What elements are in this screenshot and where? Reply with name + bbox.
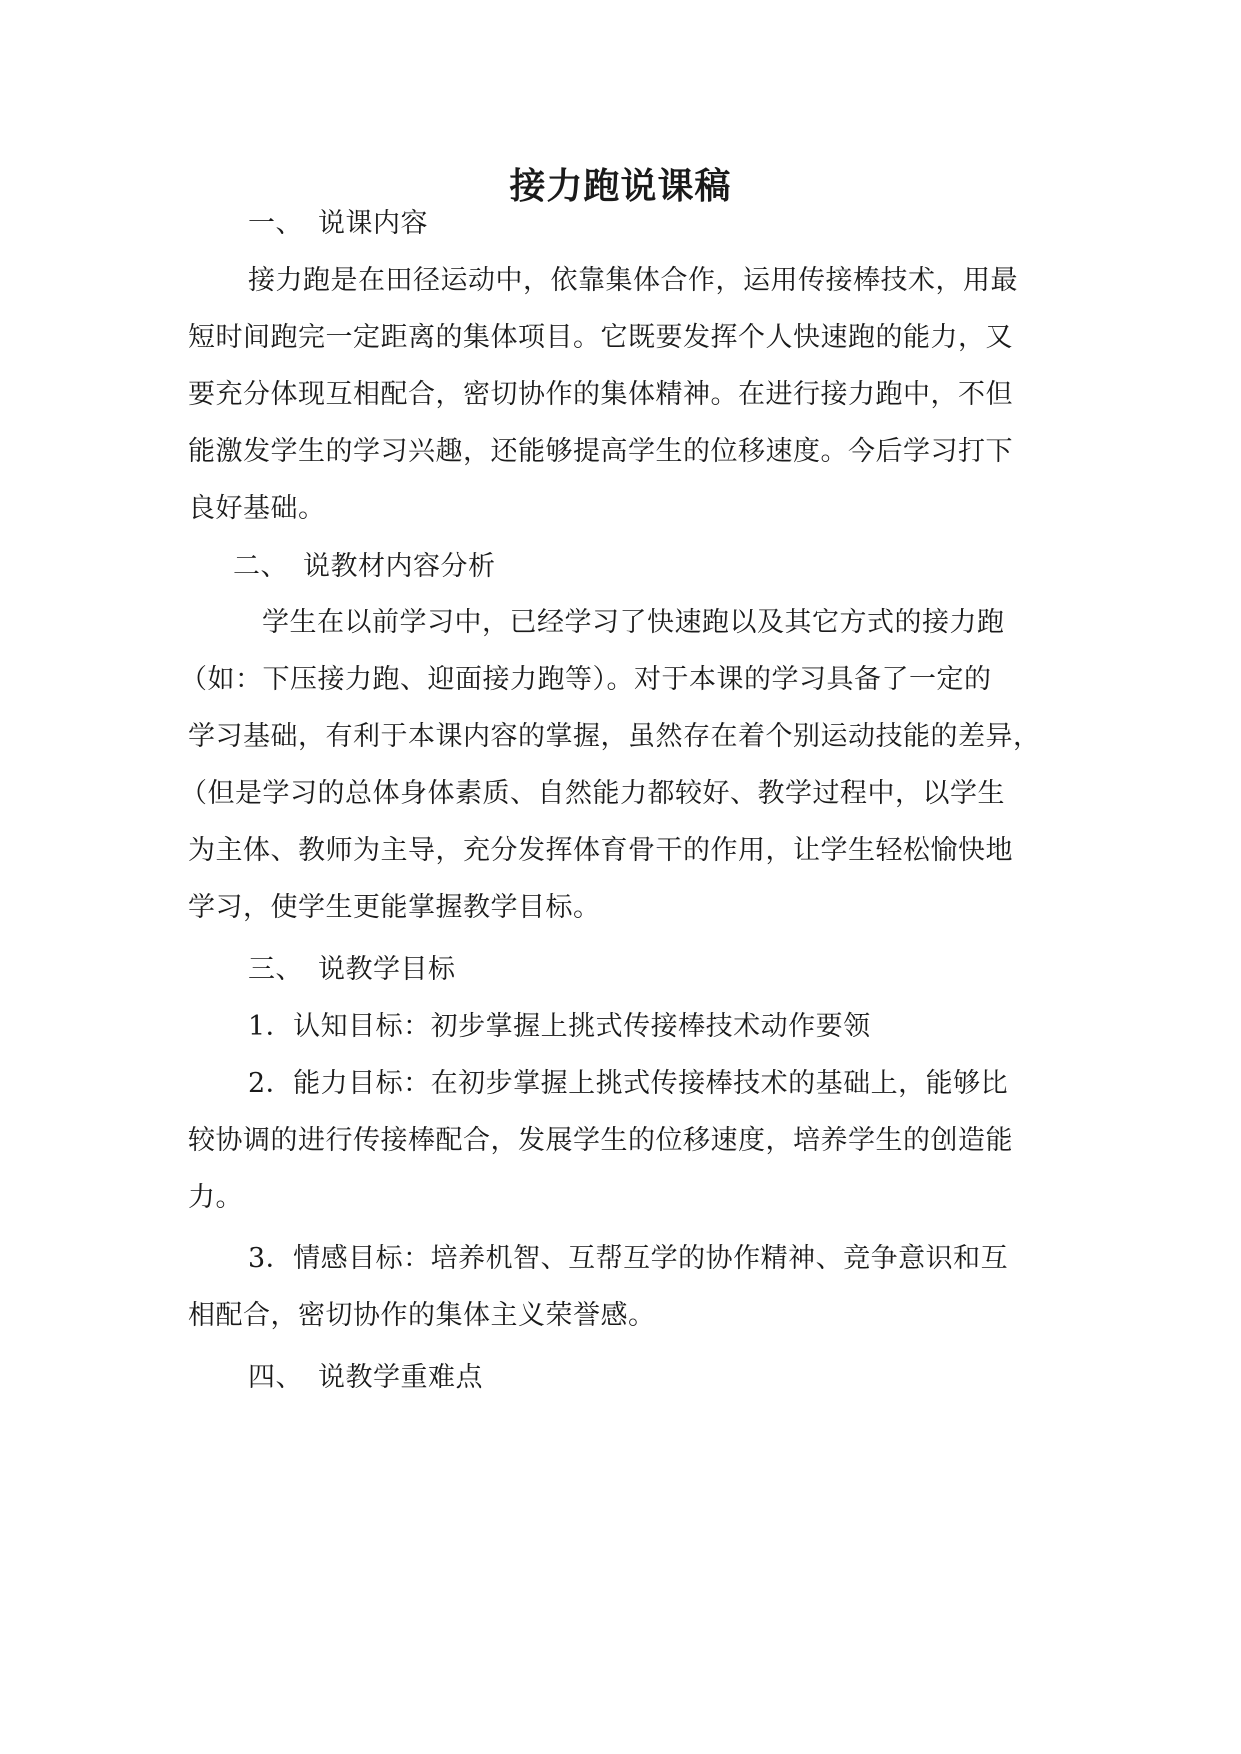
goal-line: 3．情感目标：培养机智、互帮互学的协作精神、竞争意识和互 — [248, 1243, 1009, 1274]
section-number: 三、 — [248, 954, 303, 985]
goal-line: 2．能力目标：在初步掌握上挑式传接棒技术的基础上，能够比 — [248, 1068, 1009, 1099]
page-title: 接力跑说课稿 — [509, 165, 732, 207]
section-number: 四、 — [248, 1362, 303, 1393]
paragraph-line: 学习，使学生更能掌握教学目标。 — [188, 892, 601, 923]
paragraph-line: 短时间跑完一定距离的集体项目。它既要发挥个人快速跑的能力，又 — [188, 322, 1013, 353]
paragraph-line: 学习基础，有利于本课内容的掌握，虽然存在着个别运动技能的差异， — [188, 721, 1041, 752]
paragraph-line: 良好基础。 — [188, 493, 326, 524]
paragraph-line: 能激发学生的学习兴趣，还能够提高学生的位移速度。今后学习打下 — [188, 436, 1013, 467]
paragraph-line: 为主体、教师为主导，充分发挥体育骨干的作用，让学生轻松愉快地 — [188, 835, 1013, 866]
paragraph-line: （如：下压接力跑、迎面接力跑等）。对于本课的学习具备了一定的 — [180, 664, 992, 695]
goal-line: 力。 — [188, 1182, 243, 1213]
paragraph-line: 接力跑是在田径运动中，依靠集体合作，运用传接棒技术，用最 — [248, 265, 1018, 296]
section-heading-2 — [233, 549, 1103, 585]
goal-line: 较协调的进行传接棒配合，发展学生的位移速度，培养学生的创造能 — [188, 1125, 1013, 1156]
section-number: 一、 — [248, 208, 303, 239]
section-title: 说教学重难点 — [318, 1362, 483, 1393]
section-number: 二、 — [233, 551, 288, 582]
section-title: 说教学目标 — [318, 954, 456, 985]
section-title: 说课内容 — [318, 208, 428, 239]
goal-line: 1．认知目标：初步掌握上挑式传接棒技术动作要领 — [248, 1011, 871, 1042]
section-heading-3 — [248, 952, 1118, 988]
goal-line: 相配合，密切协作的集体主义荣誉感。 — [188, 1300, 656, 1331]
section-heading-1 — [248, 206, 1118, 242]
section-heading-4 — [248, 1360, 1118, 1396]
paragraph-line: （但是学习的总体身体素质、自然能力都较好、教学过程中，以学生 — [180, 778, 1005, 809]
paragraph-line: 学生在以前学习中，已经学习了快速跑以及其它方式的接力跑 — [262, 607, 1005, 638]
section-title: 说教材内容分析 — [303, 551, 496, 582]
paragraph-line: 要充分体现互相配合，密切协作的集体精神。在进行接力跑中，不但 — [188, 379, 1013, 410]
